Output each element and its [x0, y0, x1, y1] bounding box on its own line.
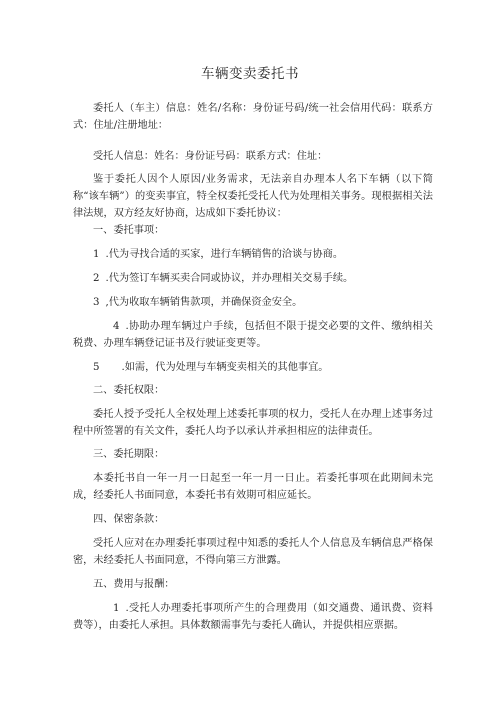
item-number: 5: [93, 362, 100, 373]
section-2-body: 委托人授予受托人全权处理上述委托事项的权力，受托人在办理上述事务过程中所签署的有关文件，委托人均予以承认并承担相应的法律责任。: [73, 409, 433, 437]
item-text: .如需，代为处理与车辆变卖相关的其他事宜。: [121, 362, 329, 373]
section-4-heading: 四、保密条款：: [93, 514, 165, 525]
section-1-item-4: [73, 318, 433, 352]
item-text: .受托人办理委托事项所产生的合理费用（如交通费、通讯费、资料费等），由委托人承担。具体数额需事先与委托人确认，并提供相应票据。: [73, 603, 433, 631]
section-1-item-1: [93, 246, 433, 263]
item-text: .代为签订车辆买卖合同或协议，并办理相关交易手续。: [105, 273, 354, 284]
item-text: .代为寻找合适的买家，进行车辆销售的洽谈与协商。: [105, 249, 344, 260]
item-text: ,代为收取车辆销售款项，并确保资金安全。: [105, 297, 303, 308]
section-1-heading: 一、委托事项：: [93, 225, 165, 236]
section-4-body: 受托人应对在办理委托事项过程中知悉的委托人个人信息及车辆信息严格保密，未经委托人书面同意，不得向第三方泄露。: [73, 538, 433, 566]
item-number: 1: [93, 249, 100, 260]
intro-paragraph: 鉴于委托人因个人原因/业务需求，无法亲自办理本人名下车辆（以下简称“该车辆”）的变卖事宜，特全权委托受托人代为处理相关事务。现根据相关法律法规，双方经友好协商，达成如下委托协议：: [73, 174, 433, 219]
principal-info: 委托人（车主）信息：姓名/名称：身份证号码/统一社会信用代码：联系方式：住址/注册地址：: [73, 103, 433, 131]
section-1-item-5: [93, 359, 433, 376]
section-2-heading: 二、委托权限：: [93, 385, 165, 396]
section-3-heading: 三、委托期限：: [93, 449, 165, 460]
section-1-item-2: [93, 270, 433, 287]
document-title: 车辆变卖委托书: [201, 66, 299, 82]
section-5-item-1: [73, 600, 433, 634]
section-3-body: 本委托书自一年一月一日起至一年一月一日止。若委托事项在此期间未完成，经委托人书面同意，本委托书有效期可相应延长。: [73, 473, 433, 501]
section-1-item-3: [93, 294, 433, 311]
item-number: 1: [113, 603, 120, 614]
item-number: 4: [113, 321, 120, 332]
agent-info: 受托人信息：姓名：身份证号码：联系方式：住址：: [93, 151, 328, 162]
item-number: 3: [93, 297, 100, 308]
section-5-heading: 五、费用与报酬：: [93, 579, 175, 590]
item-number: 2: [93, 273, 100, 284]
item-text: .协助办理车辆过户手续，包括但不限于提交必要的文件、缴纳相关税费、办理车辆登记证书及行驶证变更等。: [73, 321, 433, 349]
